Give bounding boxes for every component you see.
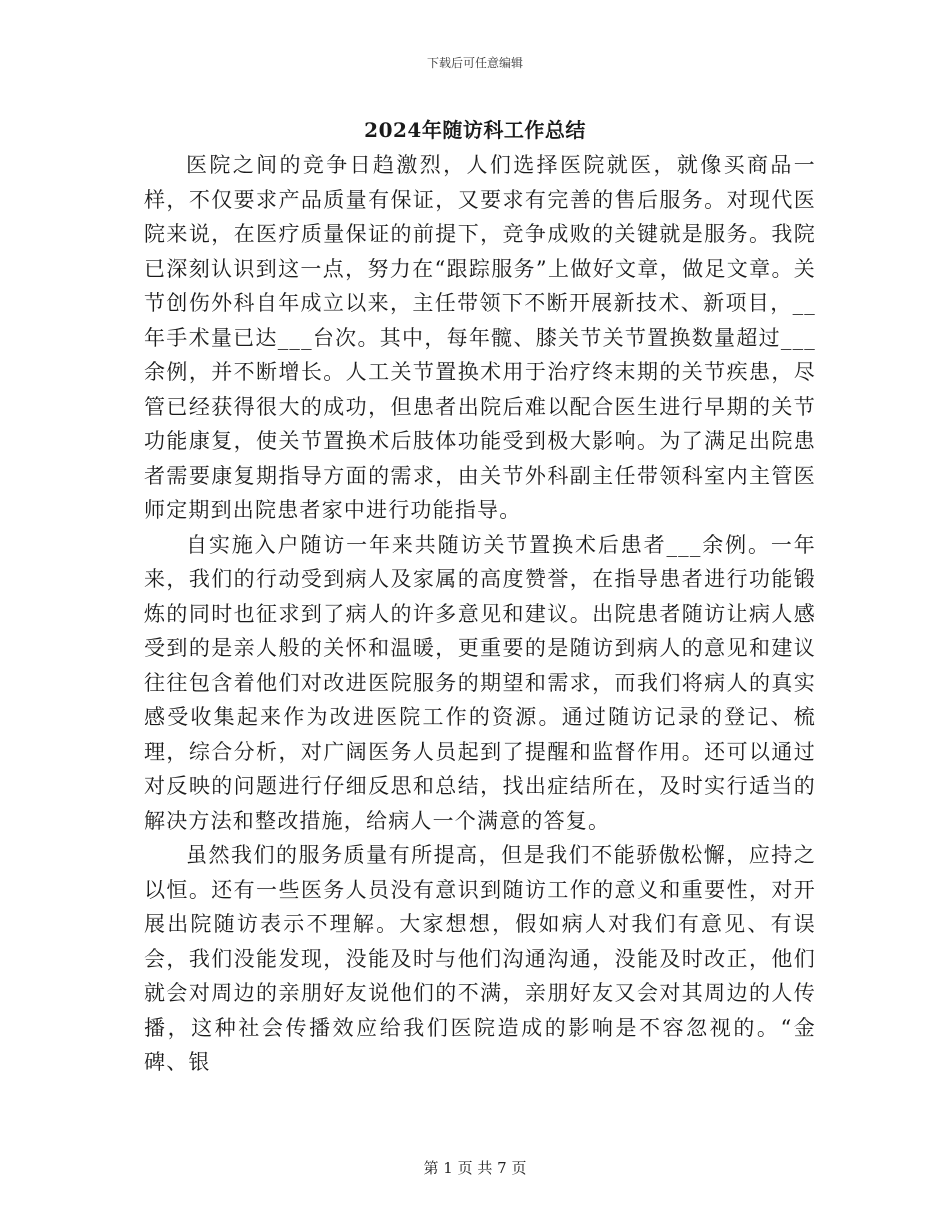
document-body [144, 148, 816, 1080]
header-note: 下载后可任意编辑 [426, 56, 523, 70]
paragraph-1: 医院之间的竞争日趋激烈，人们选择医院就医，就像买商品一样，不仅要求产品质量有保证，又要求有完善的售后服务。对现代医院来说，在医疗质量保证的前提下，竞争成败的关键就是服务。我院已深刻认识到这一点，努力在“跟踪服务”上做好文章，做足文章。关节创伤外科自年成立以来，主任带领下不断开展新技术、新项目，__年手术量已达___台次。其中，每年髋、膝关节关节置换数量超过___余例，并不断增长。人工关节置换术用于治疗终末期的关节疾患，尽管已经获得很大的成功，但患者出院后难以配合医生进行早期的关节功能康复，使关节置换术后肢体功能受到极大影响。为了满足出院患者需要康复期指导方面的需求，由关节外科副主任带领科室内主管医师定期到出院患者家中进行功能指导。 [144, 153, 816, 522]
paragraph-3: 虽然我们的服务质量有所提高，但是我们不能骄傲松懈，应持之以恒。还有一些医务人员没有意识到随访工作的意义和重要性，对开展出院随访表示不理解。大家想想，假如病人对我们有意见、有误会，我们没能发现，没能及时与他们沟通沟通，没能及时改正，他们就会对周边的亲朋好友说他们的不满，亲朋好友又会对其周边的人传播，这种社会传播效应给我们医院造成的影响是不容忽视的。“金碑、银 [144, 843, 816, 1074]
paragraph-2: 自实施入户随访一年来共随访关节置换术后患者___余例。一年来，我们的行动受到病人及家属的高度赞誉，在指导患者进行功能锻炼的同时也征求到了病人的许多意见和建议。出院患者随访让病人感受到的是亲人般的关怀和温暖，更重要的是随访到病人的意见和建议往往包含着他们对改进医院服务的期望和需求，而我们将病人的真实感受收集起来作为改进医院工作的资源。通过随访记录的登记、梳理，综合分析，对广阔医务人员起到了提醒和监督作用。还可以通过对反映的问题进行仔细反思和总结，找出症结所在，及时实行适当的解决方法和整改措施，给病人一个满意的答复。 [144, 532, 816, 833]
document-title: 2024年随访科工作总结 [364, 118, 586, 142]
page-number-footer: 第 1 页 共 7 页 [423, 1159, 527, 1177]
